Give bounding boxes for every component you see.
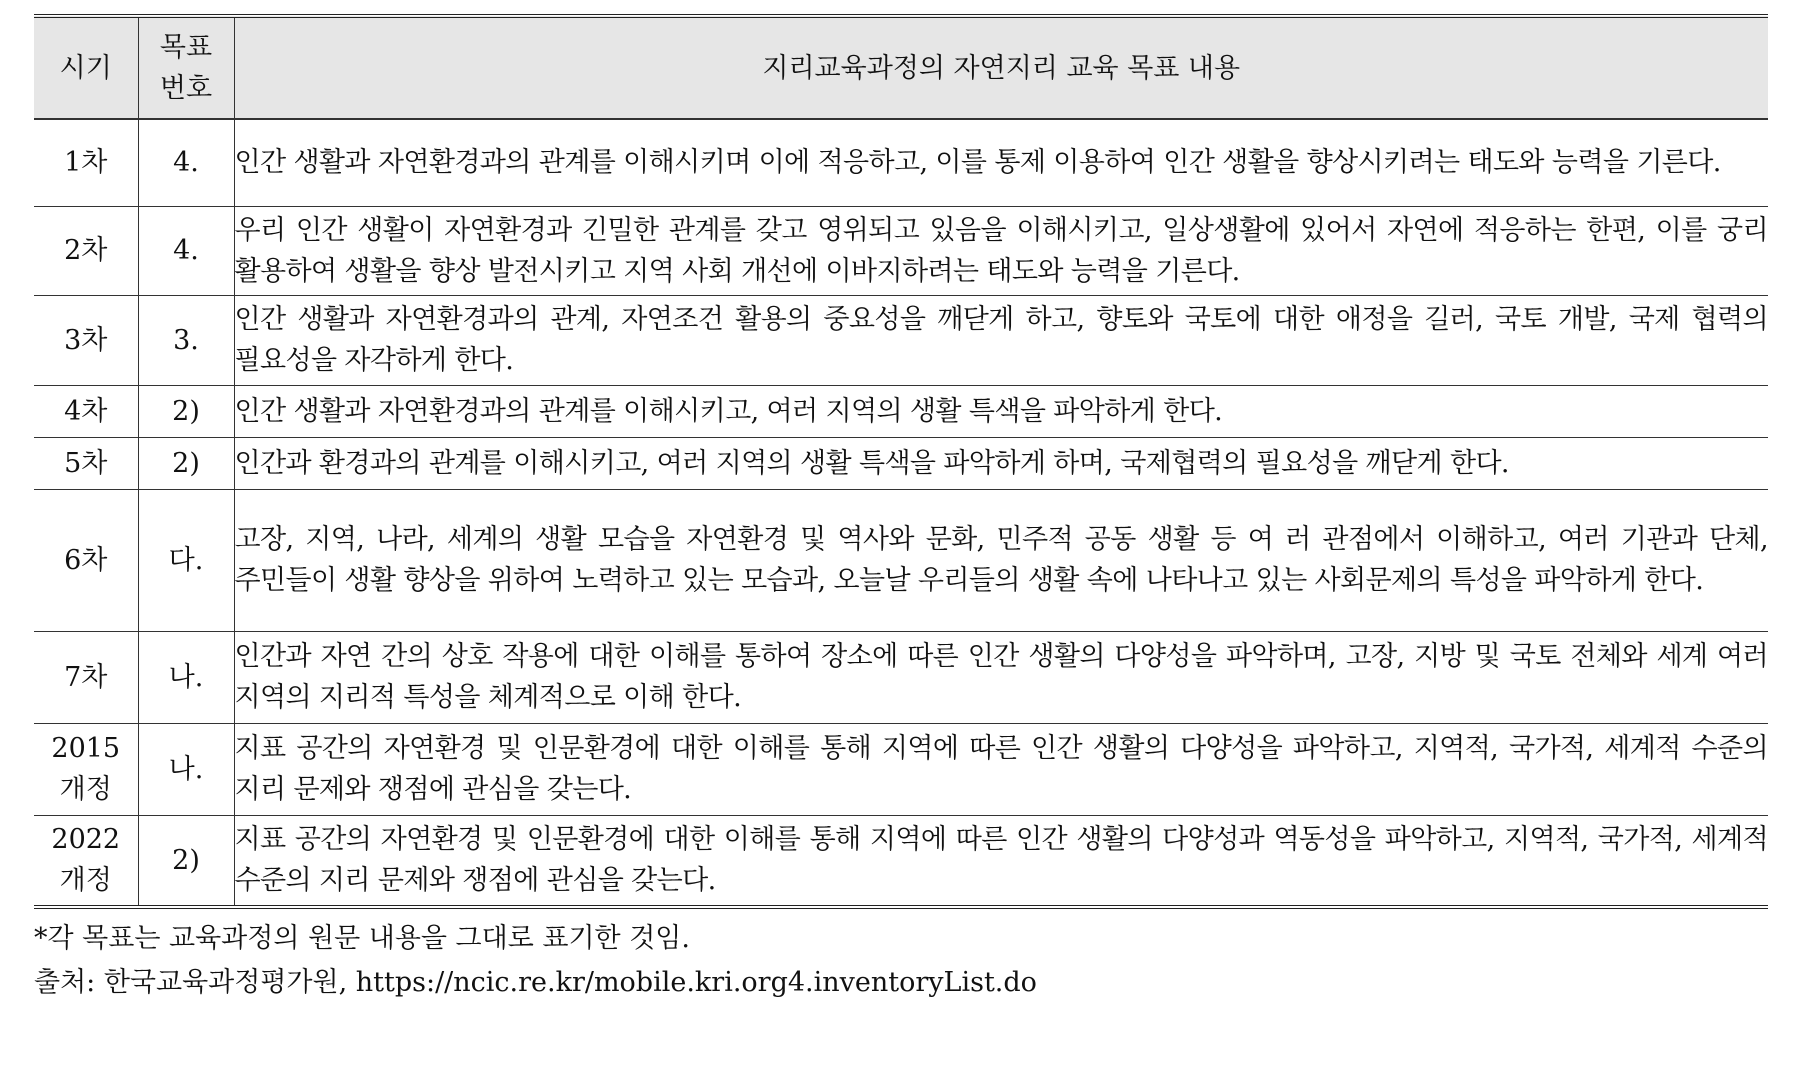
table-row (34, 295, 1768, 385)
table-row (34, 437, 1768, 489)
goal-number-cell: 2) (138, 437, 234, 489)
table-row (34, 489, 1768, 631)
goals-table (34, 14, 1768, 909)
period-cell: 3차 (34, 295, 138, 385)
table-row (34, 631, 1768, 723)
period-cell: 2015 개정 (34, 723, 138, 815)
table-row (34, 815, 1768, 907)
goal-content-cell: 인간과 자연 간의 상호 작용에 대한 이해를 통하여 장소에 따른 인간 생활의 다양성을 파악하며, 고장, 지방 및 국토 전체와 세계 여러 지역의 지리적 특성을 체계적으로 이해 한다. (234, 631, 1768, 723)
header-goal-content: 지리교육과정의 자연지리 교육 목표 내용 (234, 16, 1768, 119)
goal-number-cell: 4. (138, 206, 234, 295)
period-cell: 4차 (34, 385, 138, 437)
source-note: 출처: 한국교육과정평가원, https://ncic.re.kr/mobile.kri.org4.inventoryList.do (34, 967, 1037, 998)
period-cell: 7차 (34, 631, 138, 723)
footnote: *각 목표는 교육과정의 원문 내용을 그대로 표기한 것임. (34, 923, 690, 954)
goal-content-cell: 고장, 지역, 나라, 세계의 생활 모습을 자연환경 및 역사와 문화, 민주적 공동 생활 등 여 러 관점에서 이해하고, 여러 기관과 단체, 주민들이 생활 향상을 위하여 노력하고 있는 모습과, 오늘날 우리들의 생활 속에 나타나고 있는 사회문제의 특성을 파악하게 한다. (234, 489, 1768, 631)
goal-content-cell: 인간과 환경과의 관계를 이해시키고, 여러 지역의 생활 특색을 파악하게 하며, 국제협력의 필요성을 깨닫게 한다. (234, 437, 1768, 489)
table-body (34, 119, 1768, 907)
goal-content-cell: 인간 생활과 자연환경과의 관계, 자연조건 활용의 중요성을 깨닫게 하고, 향토와 국토에 대한 애정을 길러, 국토 개발, 국제 협력의 필요성을 자각하게 한다. (234, 295, 1768, 385)
table-row (34, 119, 1768, 206)
goal-content-cell: 인간 생활과 자연환경과의 관계를 이해시키고, 여러 지역의 생활 특색을 파악하게 한다. (234, 385, 1768, 437)
goal-number-cell: 나. (138, 631, 234, 723)
header-goal-number: 목표 번호 (138, 16, 234, 119)
goal-content-cell: 지표 공간의 자연환경 및 인문환경에 대한 이해를 통해 지역에 따른 인간 생활의 다양성과 역동성을 파악하고, 지역적, 국가적, 세계적 수준의 지리 문제와 쟁점에 관심을 갖는다. (234, 815, 1768, 907)
period-cell: 2022 개정 (34, 815, 138, 907)
table-row (34, 723, 1768, 815)
goal-content-cell: 지표 공간의 자연환경 및 인문환경에 대한 이해를 통해 지역에 따른 인간 생활의 다양성을 파악하고, 지역적, 국가적, 세계적 수준의 지리 문제와 쟁점에 관심을 갖는다. (234, 723, 1768, 815)
goal-number-cell: 2) (138, 815, 234, 907)
header-period: 시기 (34, 16, 138, 119)
period-cell: 2차 (34, 206, 138, 295)
goal-number-cell: 나. (138, 723, 234, 815)
goal-number-cell: 3. (138, 295, 234, 385)
goal-number-cell: 4. (138, 119, 234, 206)
goal-content-cell: 인간 생활과 자연환경과의 관계를 이해시키며 이에 적응하고, 이를 통제 이용하여 인간 생활을 향상시키려는 태도와 능력을 기른다. (234, 119, 1768, 206)
table-notes (34, 917, 1768, 1005)
goal-number-cell: 다. (138, 489, 234, 631)
period-cell: 1차 (34, 119, 138, 206)
document (34, 14, 1768, 1005)
table-header-row (34, 16, 1768, 119)
table-row (34, 206, 1768, 295)
goal-content-cell: 우리 인간 생활이 자연환경과 긴밀한 관계를 갖고 영위되고 있음을 이해시키고, 일상생활에 있어서 자연에 적응하는 한편, 이를 궁리 활용하여 생활을 향상 발전시키고 지역 사회 개선에 이바지하려는 태도와 능력을 기른다. (234, 206, 1768, 295)
period-cell: 5차 (34, 437, 138, 489)
goal-number-cell: 2) (138, 385, 234, 437)
table-row (34, 385, 1768, 437)
period-cell: 6차 (34, 489, 138, 631)
